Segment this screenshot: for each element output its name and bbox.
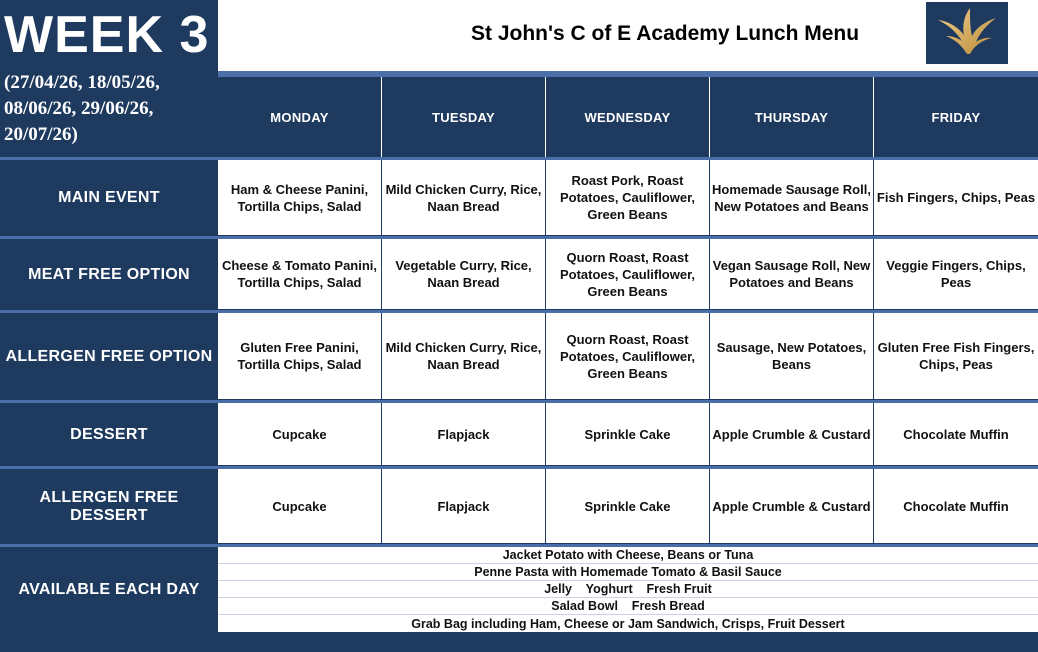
day-header-monday: MONDAY <box>218 77 382 157</box>
menu-cell: Flapjack <box>382 403 546 466</box>
menu-cell: Roast Pork, Roast Potatoes, Cauliflower, Green Beans <box>546 160 710 236</box>
menu-cell: Cheese & Tomato Panini, Tortilla Chips, Salad <box>218 239 382 310</box>
menu-cell: Mild Chicken Curry, Rice, Naan Bread <box>382 313 546 400</box>
available-item: Salad Bowl Fresh Bread <box>218 598 1038 615</box>
day-header-friday: FRIDAY <box>874 77 1038 157</box>
menu-cell: Chocolate Muffin <box>874 469 1038 544</box>
menu-cell: Gluten Free Fish Fingers, Chips, Peas <box>874 313 1038 400</box>
page-title: St John's C of E Academy Lunch Menu <box>471 22 860 45</box>
menu-cell: Ham & Cheese Panini, Tortilla Chips, Salad <box>218 160 382 236</box>
day-header-tuesday: TUESDAY <box>382 77 546 157</box>
footer-bar <box>0 632 1038 652</box>
menu-cell: Cupcake <box>218 469 382 544</box>
row-label-dessert: DESSERT <box>0 403 218 466</box>
week-dates: (27/04/26, 18/05/26, 08/06/26, 29/06/26, 20/07/26) <box>4 72 160 145</box>
day-header-thursday: THURSDAY <box>710 77 874 157</box>
row-label-available-each-day: AVAILABLE EACH DAY <box>0 547 218 632</box>
menu-cell: Vegan Sausage Roll, New Potatoes and Beans <box>710 239 874 310</box>
day-header-wednesday: WEDNESDAY <box>546 77 710 157</box>
menu-cell: Quorn Roast, Roast Potatoes, Cauliflower, Green Beans <box>546 239 710 310</box>
menu-cell: Vegetable Curry, Rice, Naan Bread <box>382 239 546 310</box>
menu-cell: Chocolate Muffin <box>874 403 1038 466</box>
menu-cell: Cupcake <box>218 403 382 466</box>
menu-cell: Homemade Sausage Roll, New Potatoes and Beans <box>710 160 874 236</box>
menu-cell: Gluten Free Panini, Tortilla Chips, Salad <box>218 313 382 400</box>
row-label-allergen-free-dessert: ALLERGEN FREE DESSERT <box>0 469 218 544</box>
menu-cell: Mild Chicken Curry, Rice, Naan Bread <box>382 160 546 236</box>
available-item: Jelly Yoghurt Fresh Fruit <box>218 581 1038 598</box>
week-box <box>0 0 218 157</box>
week-title: WEEK 3 <box>4 6 210 64</box>
row-label-meat-free: MEAT FREE OPTION <box>0 239 218 310</box>
menu-cell: Flapjack <box>382 469 546 544</box>
available-item: Jacket Potato with Cheese, Beans or Tuna <box>218 547 1038 564</box>
title-area <box>218 0 1038 74</box>
menu-cell: Fish Fingers, Chips, Peas <box>874 160 1038 236</box>
menu-cell: Apple Crumble & Custard <box>710 403 874 466</box>
row-label-allergen-free: ALLERGEN FREE OPTION <box>0 313 218 400</box>
available-item: Penne Pasta with Homemade Tomato & Basil Sauce <box>218 564 1038 581</box>
menu-cell: Quorn Roast, Roast Potatoes, Cauliflower, Green Beans <box>546 313 710 400</box>
menu-cell: Sprinkle Cake <box>546 469 710 544</box>
row-label-main-event: MAIN EVENT <box>0 160 218 236</box>
menu-cell: Sprinkle Cake <box>546 403 710 466</box>
menu-cell: Veggie Fingers, Chips, Peas <box>874 239 1038 310</box>
eagle-logo-icon <box>926 2 1008 64</box>
menu-cell: Apple Crumble & Custard <box>710 469 874 544</box>
menu-cell: Sausage, New Potatoes, Beans <box>710 313 874 400</box>
available-item: Grab Bag including Ham, Cheese or Jam Sandwich, Crisps, Fruit Dessert <box>218 615 1038 632</box>
